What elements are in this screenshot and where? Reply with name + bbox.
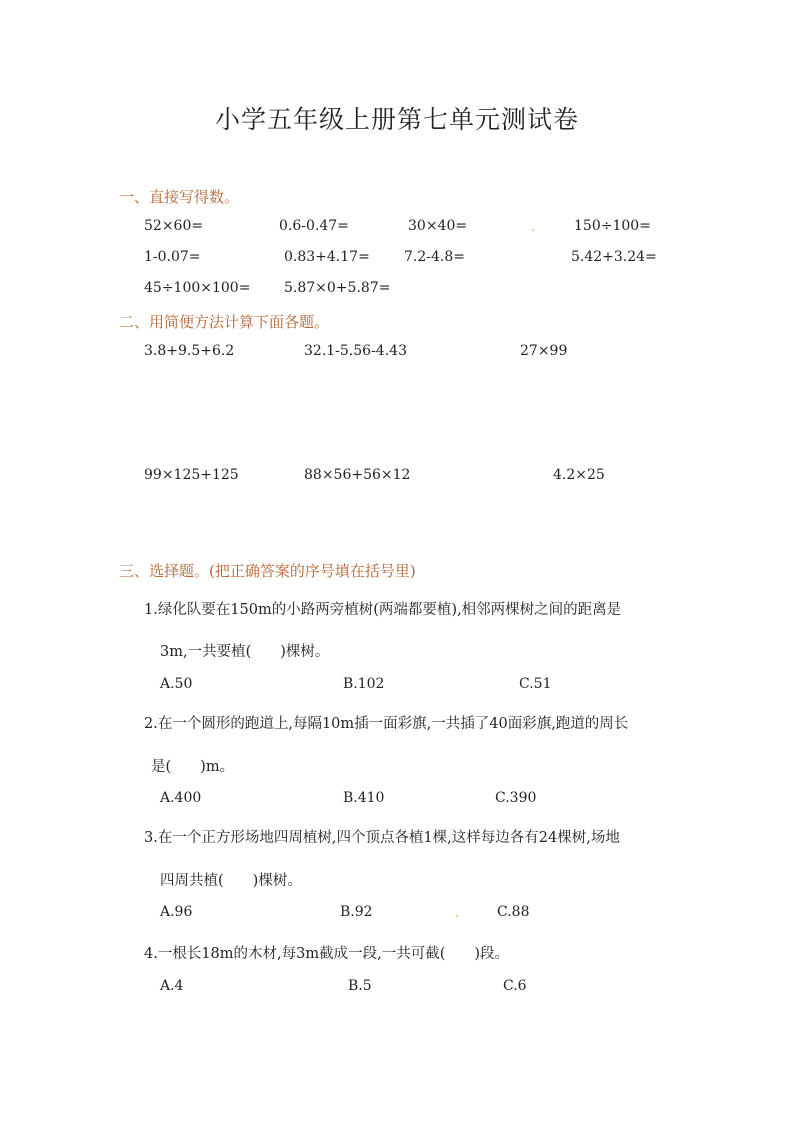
option-c: C.51 xyxy=(519,676,552,692)
section-heading-3: 三、选择题。(把正确答案的序号填在括号里) xyxy=(119,562,416,580)
option-b: B.410 xyxy=(343,790,385,806)
calc-problem: 27×99 xyxy=(520,343,568,359)
option-c: C.6 xyxy=(503,978,527,994)
section-heading-1: 一、直接写得数。 xyxy=(119,188,240,206)
option-b: B.92 xyxy=(340,904,373,920)
question-1-text: 1.绿化队要在150m的小路两旁植树(两端都要植),相邻两棵树之间的距离是 xyxy=(144,602,622,618)
option-b: B.102 xyxy=(343,676,385,692)
calc-problem: 3.8+9.5+6.2 xyxy=(144,343,235,359)
calc-problem: 32.1-5.56-4.43 xyxy=(304,343,407,359)
question-2-text-cont: 是( )m。 xyxy=(151,759,235,775)
math-problem: 0.83+4.17= xyxy=(284,249,370,265)
question-4-text: 4.一根长18m的木材,每3m截成一段,一共可截( )段。 xyxy=(144,946,510,962)
calc-problem: 99×125+125 xyxy=(144,467,239,483)
section-heading-2: 二、用简便方法计算下面各题。 xyxy=(119,313,330,331)
option-a: A.50 xyxy=(160,676,193,692)
math-problem: 45÷100×100= xyxy=(144,280,251,296)
math-problem: 30×40= xyxy=(408,218,468,234)
math-problem: 52×60= xyxy=(144,218,204,234)
stray-dot-mark: . xyxy=(531,220,535,234)
math-problem: 1-0.07= xyxy=(144,249,201,265)
math-problem: 7.2-4.8= xyxy=(404,249,465,265)
question-3-text: 3.在一个正方形场地四周植树,四个顶点各植1棵,这样每边各有24棵树,场地 xyxy=(144,830,620,846)
option-a: A.96 xyxy=(160,904,193,920)
option-b: B.5 xyxy=(348,978,372,994)
question-1-text-cont: 3m,一共要植( )棵树。 xyxy=(160,644,330,660)
option-c: C.390 xyxy=(495,790,537,806)
option-c: C.88 xyxy=(497,904,530,920)
calc-problem: 4.2×25 xyxy=(553,467,605,483)
math-problem: 5.87×0+5.87= xyxy=(284,280,391,296)
option-a: A.4 xyxy=(160,978,184,994)
math-problem: 0.6-0.47= xyxy=(279,218,349,234)
math-problem: 5.42+3.24= xyxy=(571,249,657,265)
stray-dot-mark: . xyxy=(455,906,459,920)
page-title: 小学五年级上册第七单元测试卷 xyxy=(214,105,579,134)
calc-problem: 88×56+56×12 xyxy=(304,467,411,483)
question-2-text: 2.在一个圆形的跑道上,每隔10m插一面彩旗,一共插了40面彩旗,跑道的周长 xyxy=(144,716,629,732)
question-3-text-cont: 四周共植( )棵树。 xyxy=(160,873,302,889)
math-problem: 150÷100= xyxy=(574,218,651,234)
option-a: A.400 xyxy=(160,790,202,806)
